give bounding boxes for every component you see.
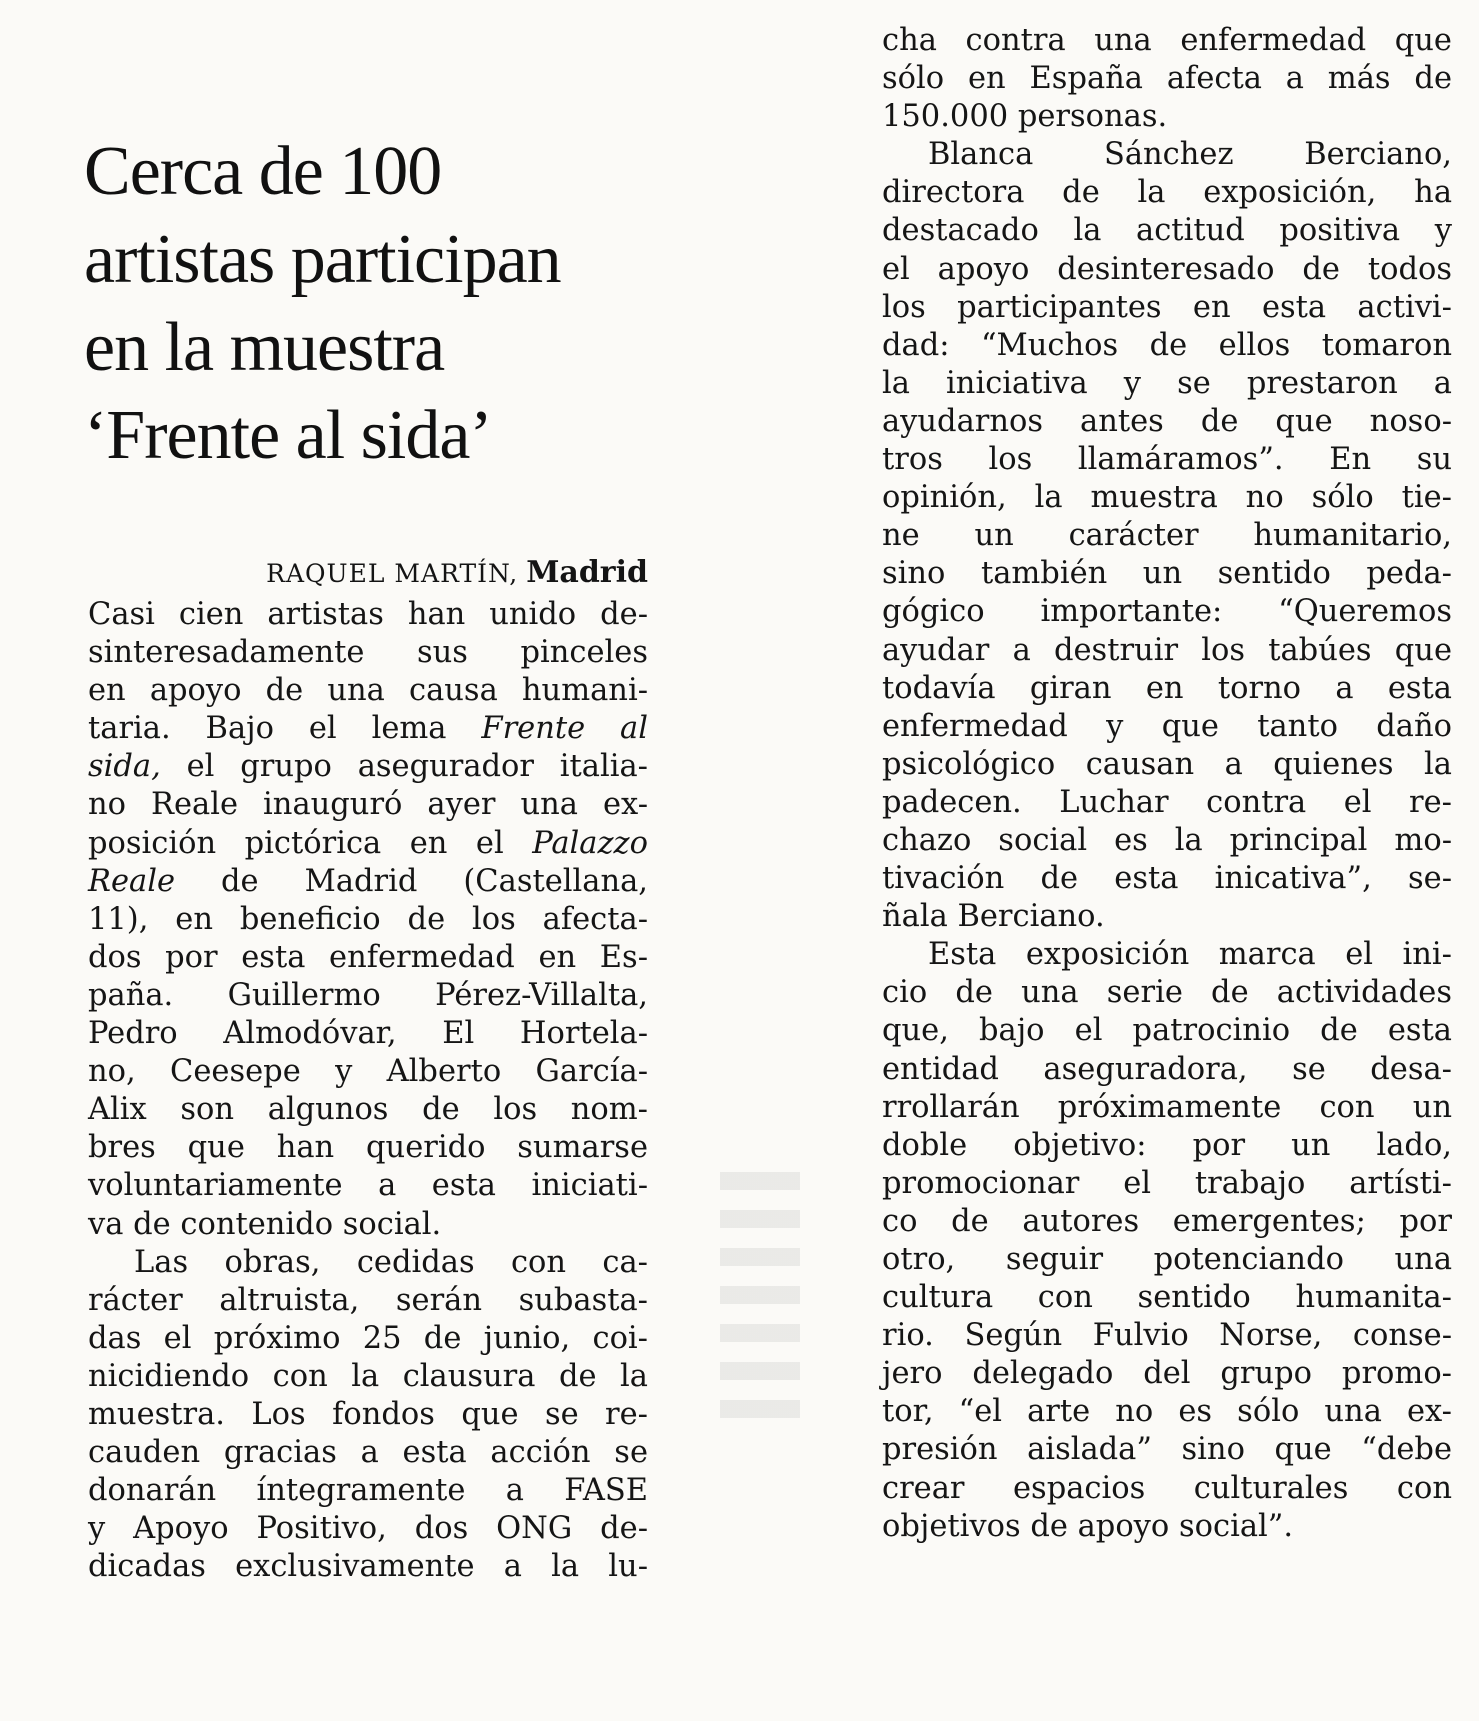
text-line: cio de una serie de actividades bbox=[882, 975, 1452, 1011]
text-run: posición pictórica en el bbox=[88, 825, 504, 861]
text-line: sino también un sentido peda- bbox=[882, 556, 1452, 592]
text-line: paña. Guillermo Pérez-Villalta, bbox=[88, 977, 648, 1013]
article-column-left bbox=[88, 596, 648, 1586]
text-line: rio. Según Fulvio Norse, conse- bbox=[882, 1318, 1452, 1354]
byline-place: Madrid bbox=[526, 555, 648, 590]
text-line: psicológico causan a quienes la bbox=[882, 746, 1452, 782]
text-line: cauden gracias a esta acción se bbox=[88, 1435, 648, 1471]
text-line: ne un carácter humanitario, bbox=[882, 518, 1452, 554]
text-line: promocionar el trabajo artísti- bbox=[882, 1165, 1452, 1201]
text-line: destacado la actitud positiva y bbox=[882, 213, 1452, 249]
text-line: muestra. Los fondos que se re- bbox=[88, 1396, 648, 1432]
text-run: taria. Bajo el lema bbox=[88, 711, 447, 747]
text-line: la iniciativa y se prestaron a bbox=[882, 365, 1452, 401]
text-line: ayudar a destruir los tabúes que bbox=[882, 632, 1452, 668]
text-line bbox=[88, 825, 648, 863]
italic-title: sida, bbox=[88, 749, 161, 785]
text-line: entidad aseguradora, se desa- bbox=[882, 1051, 1452, 1087]
text-line: no, Ceesepe y Alberto García- bbox=[88, 1054, 648, 1090]
text-line: donarán íntegramente a FASE bbox=[88, 1473, 648, 1509]
text-line: tivación de esta inicativa”, se- bbox=[882, 861, 1452, 897]
text-line: y Apoyo Positivo, dos ONG de- bbox=[88, 1511, 648, 1547]
text-line: Casi cien artistas han unido de- bbox=[88, 597, 648, 632]
italic-place: Reale bbox=[88, 863, 176, 899]
italic-place: Palazzo bbox=[532, 825, 648, 861]
italic-title: Frente al bbox=[481, 711, 648, 747]
text-line: ñala Berciano. bbox=[882, 899, 1105, 935]
text-line bbox=[88, 710, 648, 748]
text-line: presión aislada” sino que “debe bbox=[882, 1432, 1452, 1468]
text-line: no Reale inauguró ayer una ex- bbox=[88, 787, 648, 823]
headline-line: Cerca de 100 bbox=[84, 133, 442, 210]
text-line: sólo en España afecta a más de bbox=[882, 61, 1452, 97]
text-line: Pedro Almodóvar, El Hortela- bbox=[88, 1016, 648, 1052]
text-line: todavía giran en torno a esta bbox=[882, 670, 1452, 706]
headline bbox=[84, 128, 644, 480]
text-line: cha contra una enfermedad que bbox=[882, 23, 1452, 58]
text-line: sinteresadamente sus pinceles bbox=[88, 635, 648, 671]
text-line: el apoyo desinteresado de todos bbox=[882, 251, 1452, 287]
text-line: das el próximo 25 de junio, coi- bbox=[88, 1320, 648, 1356]
text-line: objetivos de apoyo social”. bbox=[882, 1508, 1294, 1544]
text-line bbox=[88, 863, 648, 901]
text-line: rrollarán próximamente con un bbox=[882, 1089, 1452, 1125]
text-run: de Madrid (Castellana, bbox=[175, 863, 648, 899]
text-line: ayudarnos antes de que noso- bbox=[882, 403, 1452, 439]
text-line: tros los llamáramos”. En su bbox=[882, 442, 1452, 478]
text-line bbox=[88, 748, 648, 786]
headline-line: en la muestra bbox=[84, 309, 445, 386]
text-line: va de contenido social. bbox=[88, 1206, 442, 1242]
text-line: nicidiendo con la clausura de la bbox=[88, 1358, 648, 1394]
text-line: Las obras, cedidas con ca- bbox=[134, 1244, 648, 1280]
text-line: doble objetivo: por un lado, bbox=[882, 1127, 1452, 1163]
text-line: jero delegado del grupo promo- bbox=[882, 1356, 1452, 1392]
text-line: opinión, la muestra no sólo tie- bbox=[882, 480, 1452, 516]
article-column-right bbox=[882, 22, 1452, 1546]
text-line: bres que han querido sumarse bbox=[88, 1130, 648, 1166]
text-line: gógico importante: “Queremos bbox=[882, 594, 1452, 630]
text-line: co de autores emergentes; por bbox=[882, 1203, 1452, 1239]
text-line: los participantes en esta activi- bbox=[882, 289, 1452, 325]
text-line: enfermedad y que tanto daño bbox=[882, 708, 1452, 744]
text-line: directora de la exposición, ha bbox=[882, 175, 1452, 211]
text-line: cultura con sentido humanita- bbox=[882, 1280, 1452, 1316]
text-line: voluntariamente a esta iniciati- bbox=[88, 1168, 648, 1204]
byline-author: RAQUEL MARTÍN, bbox=[266, 559, 519, 588]
headline-line: ‘Frente al sida’ bbox=[84, 397, 492, 474]
text-line: 150.000 personas. bbox=[882, 99, 1168, 135]
reverse-side-show-through bbox=[720, 1172, 800, 1422]
text-line: rácter altruista, serán subasta- bbox=[88, 1282, 648, 1318]
text-line: Blanca Sánchez Berciano, bbox=[928, 137, 1452, 173]
text-line: chazo social es la principal mo- bbox=[882, 822, 1452, 858]
headline-line: artistas participan bbox=[84, 221, 561, 298]
text-line: Esta exposición marca el ini- bbox=[928, 937, 1452, 973]
text-line: dicadas exclusivamente a la lu- bbox=[88, 1549, 648, 1585]
text-line: en apoyo de una causa humani- bbox=[88, 673, 648, 709]
text-line: padecen. Luchar contra el re- bbox=[882, 784, 1452, 820]
text-line: crear espacios culturales con bbox=[882, 1470, 1452, 1506]
text-line: Alix son algunos de los nom- bbox=[88, 1092, 648, 1128]
text-line: tor, “el arte no es sólo una ex- bbox=[882, 1394, 1452, 1430]
text-run: el grupo asegurador italia- bbox=[160, 749, 648, 785]
text-line: dos por esta enfermedad en Es- bbox=[88, 939, 648, 975]
byline bbox=[88, 555, 648, 592]
text-line: que, bajo el patrocinio de esta bbox=[882, 1013, 1452, 1049]
text-line: otro, seguir potenciando una bbox=[882, 1242, 1452, 1277]
text-line: 11), en beneficio de los afecta- bbox=[88, 901, 648, 937]
text-line: dad: “Muchos de ellos tomaron bbox=[882, 327, 1452, 363]
